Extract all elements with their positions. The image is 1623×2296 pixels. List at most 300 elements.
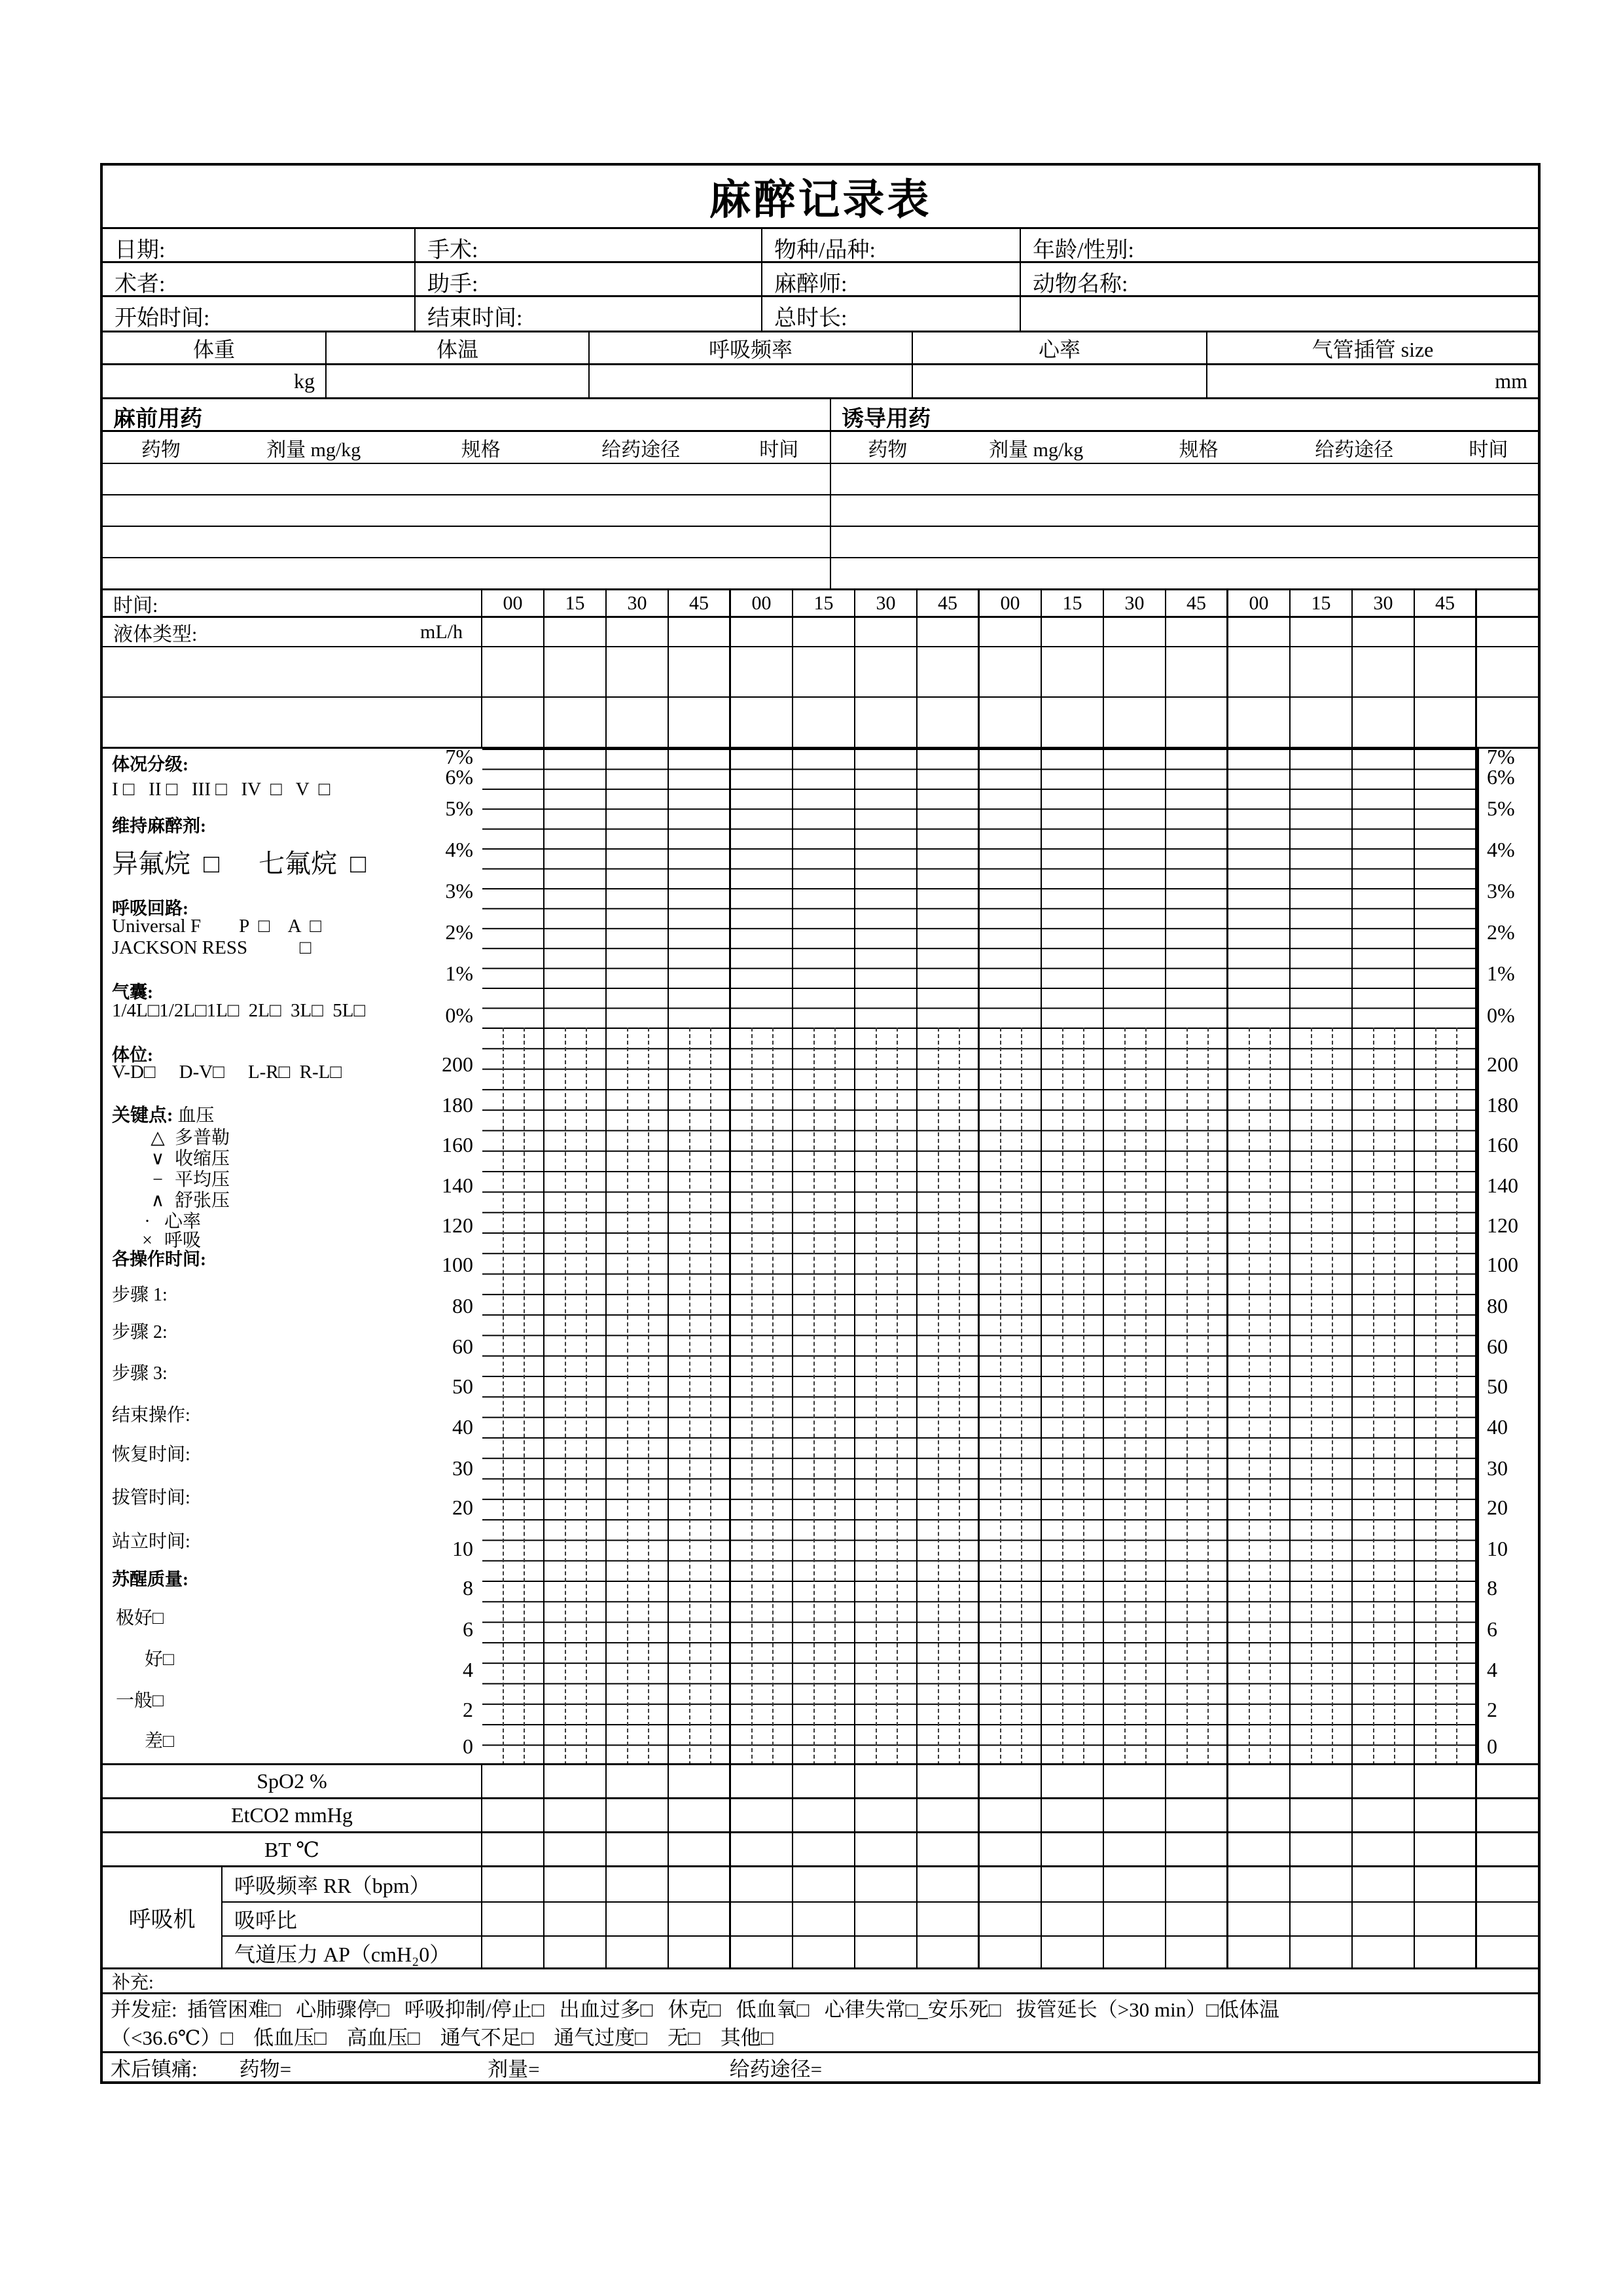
grid-dashed-line xyxy=(876,1028,877,1765)
grid-dashed-line xyxy=(710,1028,711,1765)
heart-rate-header: 心率 xyxy=(912,332,1206,363)
grid-dashed-line xyxy=(1207,1028,1209,1765)
grid-cell xyxy=(1166,1867,1228,1901)
ventilator-block xyxy=(103,1865,1538,1967)
left-value-tick-200: 200 xyxy=(442,1052,473,1076)
right-value-tick-30: 30 xyxy=(1487,1456,1508,1480)
right-value-tick-120: 120 xyxy=(1487,1213,1518,1237)
grid-cell xyxy=(1104,647,1166,696)
grid-cell xyxy=(1166,1937,1228,1969)
key-points-label: 关键点: 血压 xyxy=(112,1105,215,1126)
grid-cell xyxy=(1353,1937,1415,1969)
grid-dashed-line xyxy=(1021,1028,1022,1765)
grid-cell xyxy=(669,1937,731,1969)
grid-cell xyxy=(544,1937,607,1969)
quality-good-checkbox: 好□ xyxy=(145,1649,174,1670)
body-temp-label: BT ℃ xyxy=(103,1833,482,1865)
grid-cell xyxy=(482,1765,544,1797)
left-value-tick-140: 140 xyxy=(442,1174,473,1197)
spec-col: 规格 xyxy=(1179,439,1219,461)
grid-dashed-line xyxy=(1249,1028,1250,1765)
surgeon-field: 术者: xyxy=(115,272,166,295)
info-empty-cell xyxy=(1020,297,1538,331)
time-slot-cell: 00 xyxy=(731,590,793,616)
left-percent-tick-3pct: 3% xyxy=(445,879,473,903)
grid-cell xyxy=(1228,698,1291,747)
drug-columns-row xyxy=(103,430,1538,463)
grid-cell xyxy=(731,1867,793,1901)
grid-dashed-line xyxy=(1000,1028,1001,1765)
grid-cell xyxy=(1228,1867,1291,1901)
grid-dashed-line xyxy=(648,1028,649,1765)
chart-grid xyxy=(482,749,1477,1763)
ventilator-label: 呼吸机 xyxy=(128,1908,196,1932)
grid-cell xyxy=(1291,698,1353,747)
grid-cell xyxy=(669,698,731,747)
grid-cell xyxy=(607,618,669,646)
time-slot-cells xyxy=(482,590,1477,616)
grid-cell xyxy=(1042,647,1104,696)
grid-cell xyxy=(1291,618,1353,646)
anesthesia-chart xyxy=(103,747,1538,1763)
right-value-tick-160: 160 xyxy=(1487,1133,1518,1157)
bag-size-checkboxes: 1/4L□1/2L□1L□ 2L□ 3L□ 5L□ xyxy=(112,1000,365,1021)
grid-cell xyxy=(731,647,793,696)
temperature-value-cell xyxy=(325,365,588,397)
fluid-row xyxy=(103,616,1538,646)
time-slot-cell: 00 xyxy=(1228,590,1291,616)
rr-label: 呼吸频率 RR（bpm） xyxy=(221,1867,482,1901)
legend-mean-pressure: − 平均压 xyxy=(103,1165,230,1191)
page-title: 麻醉记录表 xyxy=(709,177,932,223)
grid-cell xyxy=(669,1765,731,1797)
anesthetic-checkboxes: 异氟烷 □ 七氟烷 □ xyxy=(112,849,366,878)
grid-cell xyxy=(1415,1903,1477,1935)
grid-cell xyxy=(793,647,855,696)
supplement-label: 补充: xyxy=(112,1972,154,1992)
grid-cell xyxy=(669,1903,731,1935)
grid-cell xyxy=(669,1867,731,1901)
drug-col: 药物 xyxy=(141,439,181,461)
left-value-tick-6: 6 xyxy=(463,1617,473,1641)
grid-cell xyxy=(1166,618,1228,646)
position-checkboxes: V-D□ D-V□ L-R□ R-L□ xyxy=(112,1062,342,1083)
grid-cell xyxy=(607,1937,669,1969)
ventilator-ie-row xyxy=(221,1901,1538,1935)
time-slot-cell: 45 xyxy=(918,590,980,616)
grid-cell xyxy=(482,1833,544,1865)
right-percent-tick-0pct: 0% xyxy=(1487,1003,1515,1027)
left-percent-tick-5pct: 5% xyxy=(445,797,473,820)
chart-left-panel xyxy=(103,745,482,1763)
right-percent-tick-5pct: 5% xyxy=(1487,797,1515,820)
left-value-tick-160: 160 xyxy=(442,1133,473,1157)
grid-cell xyxy=(1228,1937,1291,1969)
quality-excellent-checkbox: 极好□ xyxy=(116,1608,164,1628)
respiratory-rate-value-cell xyxy=(588,365,912,397)
right-value-tick-20: 20 xyxy=(1487,1496,1508,1519)
grid-cell xyxy=(855,1937,918,1969)
grid-cell xyxy=(607,1799,669,1831)
quality-fair-checkbox: 一般□ xyxy=(116,1691,164,1711)
grid-cell xyxy=(1042,1765,1104,1797)
grid-cell xyxy=(544,1867,607,1901)
grid-dashed-line xyxy=(897,1028,898,1765)
step-3-label: 步骤 3: xyxy=(112,1363,168,1384)
vaporizer-percent-grid xyxy=(482,749,1477,1028)
legend-doppler-symbol: △ xyxy=(151,1128,165,1148)
right-value-tick-50: 50 xyxy=(1487,1374,1508,1398)
left-percent-tick-1pct: 1% xyxy=(445,961,473,985)
grid-cell xyxy=(1104,1765,1166,1797)
grid-cell xyxy=(1291,1833,1353,1865)
left-value-tick-180: 180 xyxy=(442,1093,473,1117)
ventilator-rr-row xyxy=(221,1867,1538,1901)
right-value-tick-100: 100 xyxy=(1487,1253,1518,1276)
grid-dashed-line xyxy=(1270,1028,1271,1765)
grid-dashed-line xyxy=(1373,1028,1374,1765)
grid-cell xyxy=(544,1765,607,1797)
right-percent-tick-2pct: 2% xyxy=(1487,920,1515,944)
grid-cell xyxy=(1104,1937,1166,1969)
grid-cell xyxy=(482,1799,544,1831)
grid-cell xyxy=(1415,1867,1477,1901)
left-value-tick-120: 120 xyxy=(442,1213,473,1237)
grid-cell xyxy=(731,1903,793,1935)
circuit-universal-f: Universal F P □ A □ xyxy=(112,916,321,937)
grid-cell xyxy=(1415,647,1477,696)
step-2-label: 步骤 2: xyxy=(112,1322,168,1342)
legend-heart-rate-symbol: · xyxy=(144,1211,151,1232)
grid-cell xyxy=(793,1765,855,1797)
right-value-tick-60: 60 xyxy=(1487,1335,1508,1358)
weight-unit: kg xyxy=(294,369,315,393)
right-value-tick-200: 200 xyxy=(1487,1052,1518,1076)
rebreathing-bag-label: 气囊: xyxy=(112,982,153,1002)
right-value-tick-80: 80 xyxy=(1487,1294,1508,1318)
grid-cell xyxy=(918,1765,980,1797)
et-tube-size-header: 气管插管 size xyxy=(1206,332,1538,363)
quality-poor-checkbox: 差□ xyxy=(145,1731,174,1751)
grid-cell xyxy=(1228,618,1291,646)
grid-cell xyxy=(1042,618,1104,646)
grid-cell xyxy=(980,647,1042,696)
time-slot-cell: 15 xyxy=(793,590,855,616)
grid-cell xyxy=(1228,647,1291,696)
grid-cell xyxy=(793,1833,855,1865)
grid-dashed-line xyxy=(689,1028,690,1765)
etco2-label: EtCO2 mmHg xyxy=(103,1799,482,1831)
grid-cell xyxy=(1042,1903,1104,1935)
grid-cell xyxy=(544,1799,607,1831)
grid-cell xyxy=(1042,1833,1104,1865)
grid-cell xyxy=(980,618,1042,646)
grid-cell xyxy=(482,698,544,747)
grid-cell xyxy=(731,1799,793,1831)
grid-cell xyxy=(1415,1833,1477,1865)
left-value-tick-4: 4 xyxy=(463,1658,473,1681)
grid-cell xyxy=(1104,618,1166,646)
grid-cell xyxy=(1353,618,1415,646)
legend-diastolic-symbol: ∧ xyxy=(151,1191,165,1211)
respiratory-rate-header: 呼吸频率 xyxy=(588,332,912,363)
grid-cell xyxy=(918,618,980,646)
grid-cell xyxy=(980,1765,1042,1797)
left-value-tick-50: 50 xyxy=(452,1374,473,1398)
route-col: 给药途径 xyxy=(601,439,681,461)
grid-cell xyxy=(669,1799,731,1831)
analgesia-drug-field: 药物= xyxy=(239,2058,292,2081)
grid-cell xyxy=(607,698,669,747)
right-value-tick-10: 10 xyxy=(1487,1537,1508,1560)
grid-cell xyxy=(544,618,607,646)
assistant-field: 助手: xyxy=(414,263,761,295)
right-value-tick-180: 180 xyxy=(1487,1093,1518,1117)
total-duration-field: 总时长: xyxy=(761,297,1020,331)
grid-dashed-line xyxy=(1435,1028,1436,1765)
grid-cell xyxy=(855,618,918,646)
circuit-jackson-ress: JACKSON RESS □ xyxy=(112,937,312,958)
grid-cell xyxy=(669,1833,731,1865)
fluid-label-cell xyxy=(103,618,482,646)
time-slot-cell: 30 xyxy=(1104,590,1166,616)
maintenance-anesthetic-label: 维持麻醉剂: xyxy=(112,816,206,836)
fluid-cells xyxy=(482,618,1477,646)
grid-cell xyxy=(1166,1765,1228,1797)
grid-dashed-line xyxy=(1311,1028,1312,1765)
grade-checkboxes: I □ II □ III □ IV □ V □ xyxy=(112,779,330,800)
grid-cell xyxy=(855,1833,918,1865)
time-label: 时间: xyxy=(103,590,482,616)
grid-dashed-line xyxy=(1456,1028,1457,1765)
left-value-tick-8: 8 xyxy=(463,1576,473,1600)
grid-cell xyxy=(482,647,544,696)
left-value-tick-80: 80 xyxy=(452,1294,473,1318)
right-value-tick-6: 6 xyxy=(1487,1617,1497,1641)
dose-col: 剂量 mg/kg xyxy=(989,439,1084,461)
grid-cell xyxy=(1291,1903,1353,1935)
legend-respiration: × 呼吸 xyxy=(103,1226,201,1252)
end-time-field: 结束时间: xyxy=(414,297,761,331)
grid-cell xyxy=(1228,1765,1291,1797)
fluid-rate-unit: mL/h xyxy=(420,620,463,643)
body-position-label: 体位: xyxy=(112,1045,153,1065)
time-slot-cell: 45 xyxy=(1415,590,1477,616)
anesthesia-record-form xyxy=(100,163,1541,2084)
grid-cell xyxy=(1291,1867,1353,1901)
right-percent-tick-4pct: 4% xyxy=(1487,838,1515,861)
grid-cell xyxy=(607,1765,669,1797)
grid-cell xyxy=(1353,1833,1415,1865)
complications-line1: 并发症: 插管困难□ 心肺骤停□ 呼吸抑制/停止□ 出血过多□ 休克□ 低血氧□ 心律失常□_安乐死□ 拔管延长（>30 min）□低体温 xyxy=(111,1998,1279,2021)
time-slot-cell: 45 xyxy=(669,590,731,616)
time-slot-cell: 15 xyxy=(544,590,607,616)
drug-entry-row xyxy=(103,526,1538,557)
grid-cell xyxy=(1291,1799,1353,1831)
analgesia-label: 术后镇痛: xyxy=(111,2058,198,2081)
left-percent-tick-6pct: 6% xyxy=(445,765,473,789)
grid-cell xyxy=(1415,1765,1477,1797)
grid-cell xyxy=(1166,1799,1228,1831)
tube-unit: mm xyxy=(1206,365,1538,397)
grid-cell xyxy=(544,1833,607,1865)
grid-dashed-line xyxy=(1083,1028,1084,1765)
induction-section-label: 诱导用药 xyxy=(830,399,1538,430)
grid-cell xyxy=(918,698,980,747)
grid-cell xyxy=(1166,1833,1228,1865)
grid-dashed-line xyxy=(772,1028,774,1765)
grid-cell xyxy=(482,1903,544,1935)
grid-cell xyxy=(669,618,731,646)
grid-cell xyxy=(855,647,918,696)
grid-cell xyxy=(1291,647,1353,696)
grid-cell xyxy=(1228,1833,1291,1865)
grid-cell xyxy=(1353,647,1415,696)
grid-cell xyxy=(1353,698,1415,747)
left-value-tick-0: 0 xyxy=(463,1734,473,1758)
extra-grid-row xyxy=(103,646,1538,696)
grid-dashed-line xyxy=(1062,1028,1063,1765)
postop-analgesia-row xyxy=(103,2051,1538,2081)
drug-entry-row xyxy=(103,557,1538,588)
grid-cell xyxy=(918,1867,980,1901)
legend-diastolic: ∧ 舒张压 xyxy=(103,1186,230,1212)
legend-mean-pressure-symbol: − xyxy=(152,1170,163,1190)
heart-rate-value-cell xyxy=(912,365,1206,397)
grid-cell xyxy=(1104,698,1166,747)
grid-cell xyxy=(793,1937,855,1969)
right-value-tick-0: 0 xyxy=(1487,1734,1497,1758)
right-value-tick-2: 2 xyxy=(1487,1698,1497,1721)
airway-pressure-label: 气道压力 AP（cmH₂0） xyxy=(221,1937,482,1969)
vital-signs-grid xyxy=(482,1028,1477,1765)
ie-ratio-label: 吸呼比 xyxy=(221,1903,482,1935)
step-1-label: 步骤 1: xyxy=(112,1285,168,1305)
right-percent-tick-3pct: 3% xyxy=(1487,879,1515,903)
right-percent-tick-1pct: 1% xyxy=(1487,961,1515,985)
etco2-row xyxy=(103,1797,1538,1831)
time-col: 时间 xyxy=(1469,439,1508,461)
grid-cell xyxy=(793,1867,855,1901)
left-value-tick-100: 100 xyxy=(442,1253,473,1276)
temperature-header: 体温 xyxy=(325,332,588,363)
grid-cell xyxy=(1042,1799,1104,1831)
time-slot-cell: 30 xyxy=(607,590,669,616)
grid-cell xyxy=(731,1765,793,1797)
legend-heart-rate: · 心率 xyxy=(103,1207,201,1233)
grid-cell xyxy=(855,1867,918,1901)
time-slot-cell: 45 xyxy=(1166,590,1228,616)
right-percent-tick-7pct: 7% xyxy=(1487,745,1515,768)
grid-cell xyxy=(855,1903,918,1935)
grid-cell xyxy=(1353,1765,1415,1797)
grid-cell xyxy=(1415,1937,1477,1969)
grid-cell xyxy=(855,698,918,747)
extubation-time-label: 拔管时间: xyxy=(112,1488,190,1508)
grid-dashed-line xyxy=(586,1028,587,1765)
complications-row xyxy=(103,1992,1538,2051)
left-value-tick-10: 10 xyxy=(452,1537,473,1560)
grid-cell xyxy=(607,1903,669,1935)
surgery-field: 手术: xyxy=(414,229,761,261)
grid-cell xyxy=(1415,1799,1477,1831)
grid-cell xyxy=(1291,1765,1353,1797)
grid-cell xyxy=(544,1903,607,1935)
grid-cell xyxy=(1353,1867,1415,1901)
grid-cell xyxy=(1291,1937,1353,1969)
grid-cell xyxy=(1166,1903,1228,1935)
operation-times-label: 各操作时间: xyxy=(112,1249,206,1269)
dose-col: 剂量 mg/kg xyxy=(266,439,361,461)
recovery-quality-label: 苏醒质量: xyxy=(112,1570,188,1589)
time-slot-cell: 15 xyxy=(1291,590,1353,616)
analgesia-dose-field: 剂量= xyxy=(488,2058,540,2081)
grid-dashed-line xyxy=(1124,1028,1126,1765)
right-value-tick-40: 40 xyxy=(1487,1415,1508,1439)
time-slot-cell: 15 xyxy=(1042,590,1104,616)
left-value-tick-40: 40 xyxy=(452,1415,473,1439)
fluid-type-label: 液体类型: xyxy=(113,623,198,645)
grid-cell xyxy=(1104,1903,1166,1935)
grid-cell xyxy=(1166,698,1228,747)
standing-time-label: 站立时间: xyxy=(112,1532,190,1552)
time-slot-cell: 00 xyxy=(980,590,1042,616)
grid-cell xyxy=(1104,1867,1166,1901)
grid-cell xyxy=(793,1903,855,1935)
grid-cell xyxy=(1104,1833,1166,1865)
info-row-2 xyxy=(103,261,1538,295)
drug-section-header xyxy=(103,397,1538,430)
grid-cell xyxy=(980,1937,1042,1969)
grid-cell xyxy=(918,1833,980,1865)
grid-dashed-line xyxy=(627,1028,628,1765)
left-value-tick-2: 2 xyxy=(463,1698,473,1721)
grid-dashed-line xyxy=(938,1028,939,1765)
right-percent-tick-6pct: 6% xyxy=(1487,765,1515,789)
body-condition-grade-label: 体况分级: xyxy=(112,755,188,774)
grid-cell xyxy=(482,1867,544,1901)
time-header-row xyxy=(103,588,1538,616)
time-row-gutter xyxy=(1477,590,1538,616)
grid-cell xyxy=(731,1833,793,1865)
body-temp-row xyxy=(103,1831,1538,1865)
species-field: 物种/品种: xyxy=(761,229,1020,261)
info-row-3 xyxy=(103,295,1538,331)
grid-dashed-line xyxy=(1394,1028,1395,1765)
grid-dashed-line xyxy=(751,1028,753,1765)
info-row-1 xyxy=(103,227,1538,261)
grid-cell xyxy=(918,1903,980,1935)
grid-cell xyxy=(918,1937,980,1969)
left-percent-tick-7pct: 7% xyxy=(445,745,473,768)
vitals-header-row xyxy=(103,331,1538,363)
grid-cell xyxy=(980,1799,1042,1831)
grid-dashed-line xyxy=(565,1028,566,1765)
grid-cell xyxy=(855,1765,918,1797)
grid-cell xyxy=(918,1799,980,1831)
grid-cell xyxy=(1042,698,1104,747)
grid-dashed-line xyxy=(959,1028,960,1765)
right-value-tick-4: 4 xyxy=(1487,1658,1497,1681)
grid-cell xyxy=(980,698,1042,747)
grid-cell xyxy=(1415,698,1477,747)
grid-cell xyxy=(1353,1903,1415,1935)
premed-columns xyxy=(103,432,830,463)
grid-cell xyxy=(669,647,731,696)
grid-dashed-line xyxy=(1145,1028,1147,1765)
right-value-tick-8: 8 xyxy=(1487,1576,1497,1600)
spec-col: 规格 xyxy=(461,439,501,461)
